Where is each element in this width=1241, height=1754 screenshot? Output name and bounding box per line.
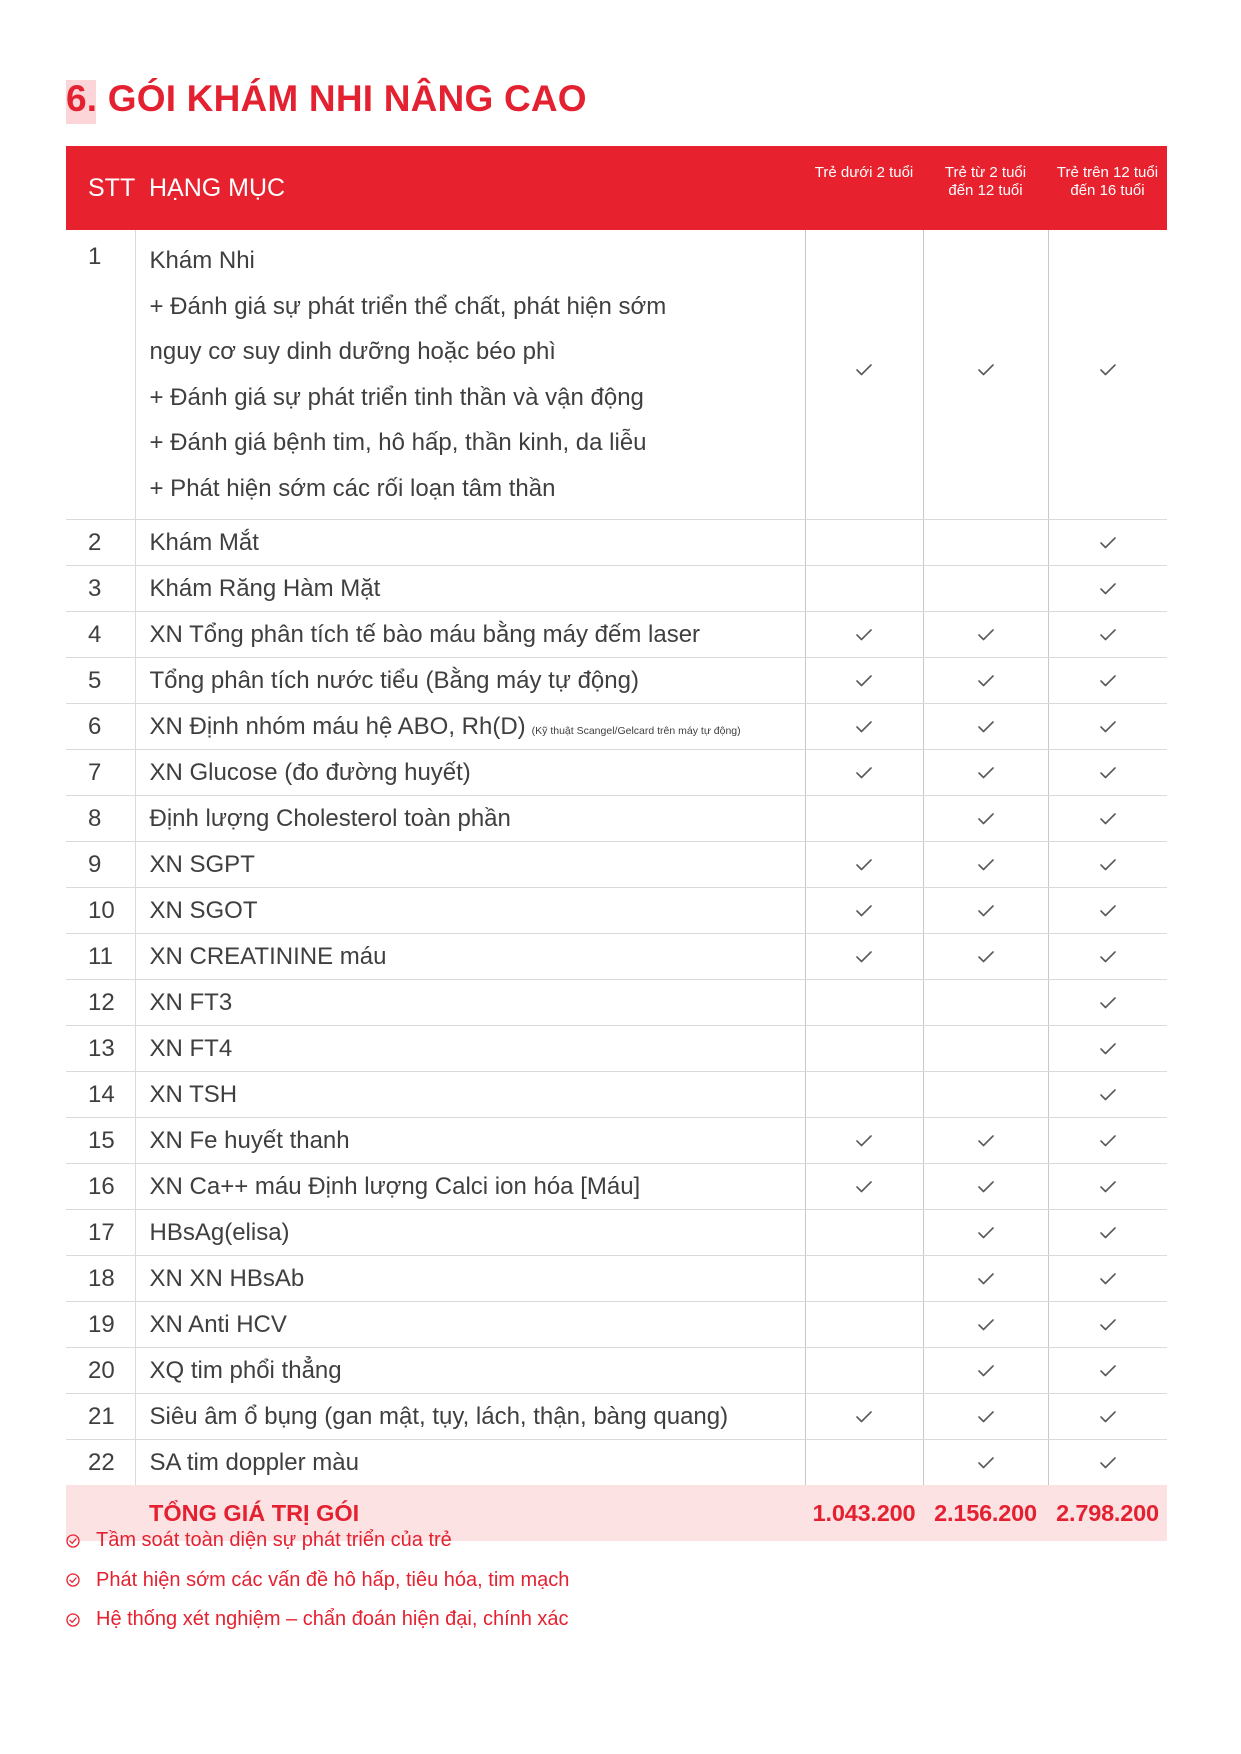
check-under-2 [805, 1210, 923, 1256]
row-number: 22 [88, 1448, 115, 1476]
table-row [66, 1348, 1167, 1394]
check-12-16 [1048, 704, 1167, 750]
check-under-2 [805, 1348, 923, 1394]
benefit-item [66, 1521, 569, 1561]
check-2-12 [923, 230, 1048, 520]
check-12-16 [1048, 1164, 1167, 1210]
check-2-12 [923, 796, 1048, 842]
check-under-2 [805, 1302, 923, 1348]
header-item: HẠNG MỤC [135, 146, 805, 230]
table-row [66, 658, 1167, 704]
item-detail-line: + Phát hiện sớm các rối loạn tâm thần [149, 474, 556, 502]
item-label: Siêu âm ổ bụng (gan mật, tụy, lách, thận, bàng quang) [149, 1402, 729, 1430]
check-12-16 [1048, 934, 1167, 980]
check-icon [978, 713, 994, 740]
check-icon [978, 621, 994, 648]
table-row [66, 1072, 1167, 1118]
row-number: 15 [66, 1118, 135, 1164]
check-2-12 [923, 612, 1048, 658]
row-number: 12 [66, 980, 135, 1026]
check-icon [1100, 667, 1116, 694]
table-row [66, 230, 1167, 520]
check-under-2 [805, 1026, 923, 1072]
check-2-12 [923, 1256, 1048, 1302]
row-number: 3 [66, 566, 135, 612]
check-icon [978, 1403, 994, 1430]
check-12-16 [1048, 842, 1167, 888]
check-2-12 [923, 980, 1048, 1026]
check-circle-icon [66, 1573, 88, 1587]
check-icon [1100, 1035, 1116, 1062]
row-item [135, 1302, 805, 1348]
check-icon [1100, 1403, 1116, 1430]
total-value-under-2: 1.043.200 [805, 1485, 923, 1541]
table-row [66, 612, 1167, 658]
item-detail-line: + Đánh giá bệnh tim, hô hấp, thần kinh, da liễu [149, 429, 647, 456]
check-icon [856, 1173, 872, 1200]
header-age-2-12 [923, 146, 1048, 230]
header-line: đến 12 tuổi [948, 182, 1023, 199]
item-note: (Kỹ thuật Scangel/Gelcard trên máy tự động) [531, 724, 741, 737]
table-header [66, 146, 1167, 230]
check-under-2 [805, 520, 923, 566]
check-icon [856, 713, 872, 740]
table-row [66, 888, 1167, 934]
check-12-16 [1048, 520, 1167, 566]
check-icon [1100, 529, 1116, 556]
row-number: 21 [66, 1394, 135, 1440]
check-12-16 [1048, 1026, 1167, 1072]
table-row [66, 1210, 1167, 1256]
page-title: 6. GÓI KHÁM NHI NÂNG CAO [66, 78, 587, 119]
row-number: 14 [66, 1072, 135, 1118]
row-item [135, 980, 805, 1026]
check-icon [1100, 1173, 1116, 1200]
item-label: Tổng phân tích nước tiểu (Bằng máy tự động) [149, 666, 639, 694]
check-12-16 [1048, 1440, 1167, 1486]
check-12-16 [1048, 980, 1167, 1026]
item-detail-line: + Đánh giá sự phát triển thể chất, phát hiện sớm [149, 292, 667, 320]
check-2-12 [923, 1026, 1048, 1072]
item-title: Khám Nhi [149, 247, 255, 274]
check-icon [978, 667, 994, 694]
row-item [135, 888, 805, 934]
item-label: Khám Mắt [149, 528, 259, 556]
row-number: 16 [66, 1164, 135, 1210]
check-icon [1100, 1357, 1116, 1384]
item-label: HBsAg(elisa) [149, 1218, 290, 1246]
check-icon [1100, 1127, 1116, 1154]
check-12-16 [1048, 566, 1167, 612]
row-number: 4 [66, 612, 135, 658]
check-2-12 [923, 934, 1048, 980]
item-label: XN Anti HCV [149, 1310, 287, 1338]
check-icon [1100, 356, 1116, 383]
item-label: XN Glucose (đo đường huyết) [149, 758, 471, 786]
table-row [66, 1302, 1167, 1348]
check-12-16 [1048, 750, 1167, 796]
check-icon [1100, 1081, 1116, 1108]
check-under-2 [805, 980, 923, 1026]
table-row [66, 520, 1167, 566]
row-item [135, 1256, 805, 1302]
check-2-12 [923, 1302, 1048, 1348]
table-row [66, 566, 1167, 612]
row-number: 1 [66, 230, 135, 520]
check-12-16 [1048, 612, 1167, 658]
check-2-12 [923, 888, 1048, 934]
item-label: XN CREATININE máu [149, 942, 387, 970]
row-number: 5 [66, 658, 135, 704]
check-under-2 [805, 796, 923, 842]
check-under-2 [805, 750, 923, 796]
check-2-12 [923, 1210, 1048, 1256]
header-age-12-16 [1048, 146, 1167, 230]
check-icon [978, 759, 994, 786]
row-item [135, 1072, 805, 1118]
check-icon [1100, 1265, 1116, 1292]
item-detail-line: nguy cơ suy dinh dưỡng hoặc béo phì [149, 338, 556, 365]
check-icon [856, 1127, 872, 1154]
check-icon [978, 1357, 994, 1384]
check-under-2 [805, 1072, 923, 1118]
check-12-16 [1048, 1256, 1167, 1302]
check-12-16 [1048, 658, 1167, 704]
row-item [135, 566, 805, 612]
row-number: 6 [66, 704, 135, 750]
row-number: 11 [66, 934, 135, 980]
check-2-12 [923, 566, 1048, 612]
check-icon [856, 667, 872, 694]
table-body [66, 230, 1167, 1485]
check-under-2 [805, 566, 923, 612]
check-icon [1100, 713, 1116, 740]
benefit-item [66, 1600, 569, 1640]
check-icon [1100, 621, 1116, 648]
check-under-2 [805, 1164, 923, 1210]
check-icon [978, 943, 994, 970]
check-icon [1100, 1219, 1116, 1246]
check-icon [856, 621, 872, 648]
check-2-12 [923, 750, 1048, 796]
check-2-12 [923, 842, 1048, 888]
row-item [135, 230, 805, 520]
check-icon [978, 805, 994, 832]
row-item [135, 1394, 805, 1440]
check-2-12 [923, 520, 1048, 566]
header-stt: STT [66, 146, 135, 230]
row-number: 13 [66, 1026, 135, 1072]
check-12-16 [1048, 1302, 1167, 1348]
row-item [135, 1440, 805, 1486]
total-value-2-12: 2.156.200 [923, 1485, 1048, 1541]
check-12-16 [1048, 230, 1167, 520]
check-icon [856, 943, 872, 970]
check-under-2 [805, 658, 923, 704]
check-under-2 [805, 704, 923, 750]
row-number: 9 [66, 842, 135, 888]
check-icon [1100, 575, 1116, 602]
benefit-text: Hệ thống xét nghiệm – chẩn đoán hiện đại, chính xác [96, 1608, 569, 1631]
row-number: 10 [66, 888, 135, 934]
table-row [66, 1118, 1167, 1164]
item-label: XN Ca++ máu Định lượng Calci ion hóa [Máu] [149, 1172, 641, 1200]
benefit-item [66, 1561, 569, 1601]
check-icon [978, 1265, 994, 1292]
check-12-16 [1048, 796, 1167, 842]
check-12-16 [1048, 888, 1167, 934]
row-number: 7 [66, 750, 135, 796]
header-line: Trẻ từ 2 tuổi [944, 164, 1027, 181]
check-icon [1100, 897, 1116, 924]
table-row [66, 704, 1167, 750]
table-row [66, 796, 1167, 842]
item-label: XN SGPT [149, 850, 255, 878]
total-value-12-16: 2.798.200 [1048, 1485, 1167, 1541]
row-item [135, 658, 805, 704]
row-item [135, 842, 805, 888]
item-label: Khám Răng Hàm Mặt [149, 574, 381, 602]
row-number: 17 [66, 1210, 135, 1256]
check-under-2 [805, 888, 923, 934]
check-icon [1100, 851, 1116, 878]
row-number: 19 [66, 1302, 135, 1348]
item-label: XN SGOT [149, 896, 258, 924]
check-under-2 [805, 1118, 923, 1164]
header-line: Trẻ trên 12 tuổi [1056, 164, 1159, 181]
check-12-16 [1048, 1118, 1167, 1164]
check-12-16 [1048, 1394, 1167, 1440]
row-item [135, 520, 805, 566]
table-row [66, 1440, 1167, 1486]
package-table [66, 146, 1167, 1541]
check-icon [856, 356, 872, 383]
table-row [66, 934, 1167, 980]
check-icon [1100, 989, 1116, 1016]
header-line: Trẻ dưới 2 tuổi [814, 164, 914, 181]
check-icon [978, 1219, 994, 1246]
table-row [66, 1394, 1167, 1440]
check-under-2 [805, 612, 923, 658]
check-2-12 [923, 1164, 1048, 1210]
check-icon [978, 1127, 994, 1154]
check-under-2 [805, 230, 923, 520]
row-item [135, 1210, 805, 1256]
check-circle-icon [66, 1534, 88, 1548]
check-12-16 [1048, 1348, 1167, 1394]
check-under-2 [805, 1256, 923, 1302]
check-2-12 [923, 1348, 1048, 1394]
check-circle-icon [66, 1613, 88, 1627]
table-row [66, 750, 1167, 796]
check-icon [856, 851, 872, 878]
row-item [135, 934, 805, 980]
check-icon [978, 897, 994, 924]
table-row [66, 980, 1167, 1026]
check-2-12 [923, 658, 1048, 704]
item-label: SA tim doppler màu [149, 1448, 359, 1476]
table-row [66, 1256, 1167, 1302]
check-under-2 [805, 1440, 923, 1486]
row-item [135, 1026, 805, 1072]
row-item [135, 1118, 805, 1164]
check-under-2 [805, 1394, 923, 1440]
check-12-16 [1048, 1072, 1167, 1118]
check-2-12 [923, 1394, 1048, 1440]
check-2-12 [923, 1118, 1048, 1164]
item-label: XQ tim phổi thẳng [149, 1356, 342, 1384]
check-icon [856, 1403, 872, 1430]
check-icon [978, 1311, 994, 1338]
row-item [135, 704, 805, 750]
item-detail-line: + Đánh giá sự phát triển tinh thần và vận động [149, 383, 644, 411]
check-2-12 [923, 704, 1048, 750]
row-item [135, 612, 805, 658]
benefit-text: Phát hiện sớm các vấn đề hô hấp, tiêu hóa, tim mạch [96, 1568, 570, 1591]
row-number: 2 [66, 520, 135, 566]
check-icon [1100, 805, 1116, 832]
row-number: 8 [66, 796, 135, 842]
check-icon [1100, 943, 1116, 970]
item-label: XN FT4 [149, 1034, 233, 1062]
check-icon [1100, 1449, 1116, 1476]
check-icon [1100, 759, 1116, 786]
item-label: XN XN HBsAb [149, 1264, 305, 1292]
table-row [66, 1164, 1167, 1210]
check-icon [978, 1173, 994, 1200]
check-icon [978, 356, 994, 383]
check-icon [856, 759, 872, 786]
check-icon [856, 897, 872, 924]
item-label: XN FT3 [149, 988, 233, 1016]
header-age-under-2 [805, 146, 923, 230]
row-number: 18 [66, 1256, 135, 1302]
benefit-text: Tầm soát toàn diện sự phát triển của trẻ [96, 1529, 452, 1552]
check-under-2 [805, 842, 923, 888]
header-line: đến 16 tuổi [1070, 182, 1145, 199]
check-icon [978, 851, 994, 878]
row-number: 20 [66, 1348, 135, 1394]
table-row [66, 842, 1167, 888]
table-row [66, 1026, 1167, 1072]
row-item [135, 1164, 805, 1210]
check-2-12 [923, 1072, 1048, 1118]
row-item [135, 750, 805, 796]
item-label: XN Định nhóm máu hệ ABO, Rh(D) [149, 712, 526, 740]
row-item [135, 796, 805, 842]
row-item [135, 1348, 805, 1394]
check-icon [1100, 1311, 1116, 1338]
benefit-list [66, 1521, 569, 1640]
item-label: XN TSH [149, 1080, 238, 1108]
total-label: TỔNG GIÁ TRỊ GÓI [135, 1485, 805, 1541]
check-icon [978, 1449, 994, 1476]
check-12-16 [1048, 1210, 1167, 1256]
check-2-12 [923, 1440, 1048, 1486]
item-label: Định lượng Cholesterol toàn phần [149, 804, 511, 832]
item-label: XN Tổng phân tích tế bào máu bằng máy đếm laser [149, 620, 701, 648]
item-label: XN Fe huyết thanh [149, 1126, 350, 1154]
check-under-2 [805, 934, 923, 980]
